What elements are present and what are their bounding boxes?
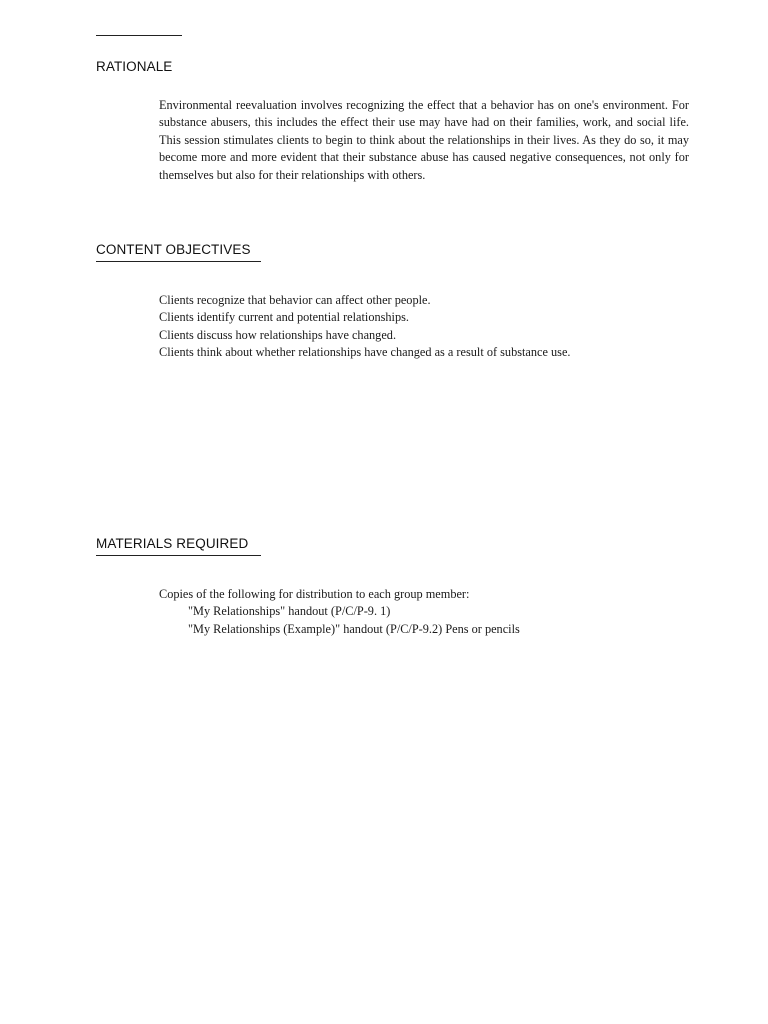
- materials-intro: Copies of the following for distribution to each group member:: [159, 587, 470, 601]
- material-item: "My Relationships" handout (P/C/P-9. 1): [188, 604, 391, 619]
- materials-required-heading: MATERIALS REQUIRED: [96, 536, 249, 551]
- objective-item: Clients discuss how relationships have changed.: [159, 327, 397, 342]
- objective-item: Clients recognize that behavior can affect other people.: [159, 293, 431, 307]
- materials-list: [159, 586, 689, 638]
- rationale-paragraph: Environmental reevaluation involves recognizing the effect that a behavior has on one's environment. For substance abusers, this includes the effect their use may have had on their families, work, and social life. This session stimulates clients to begin to think about the relationships in their lives. As they do so, it may become more and more evident that their substance abuse has caused negative consequences, not only for themselves but also for their relationships with others.: [159, 98, 689, 182]
- content-objectives-underline: [96, 261, 261, 262]
- objective-item: Clients think about whether relationships have changed as a result of substance use.: [159, 345, 571, 360]
- content-objectives-list: [159, 292, 689, 362]
- objective-item: Clients identify current and potential relationships.: [159, 310, 409, 325]
- rationale-heading: RATIONALE: [96, 59, 173, 74]
- material-item: "My Relationships (Example)" handout (P/C/P-9.2) Pens or pencils: [188, 621, 520, 636]
- materials-required-underline: [96, 555, 261, 556]
- top-rule: [96, 35, 182, 36]
- content-objectives-heading: CONTENT OBJECTIVES: [96, 242, 251, 257]
